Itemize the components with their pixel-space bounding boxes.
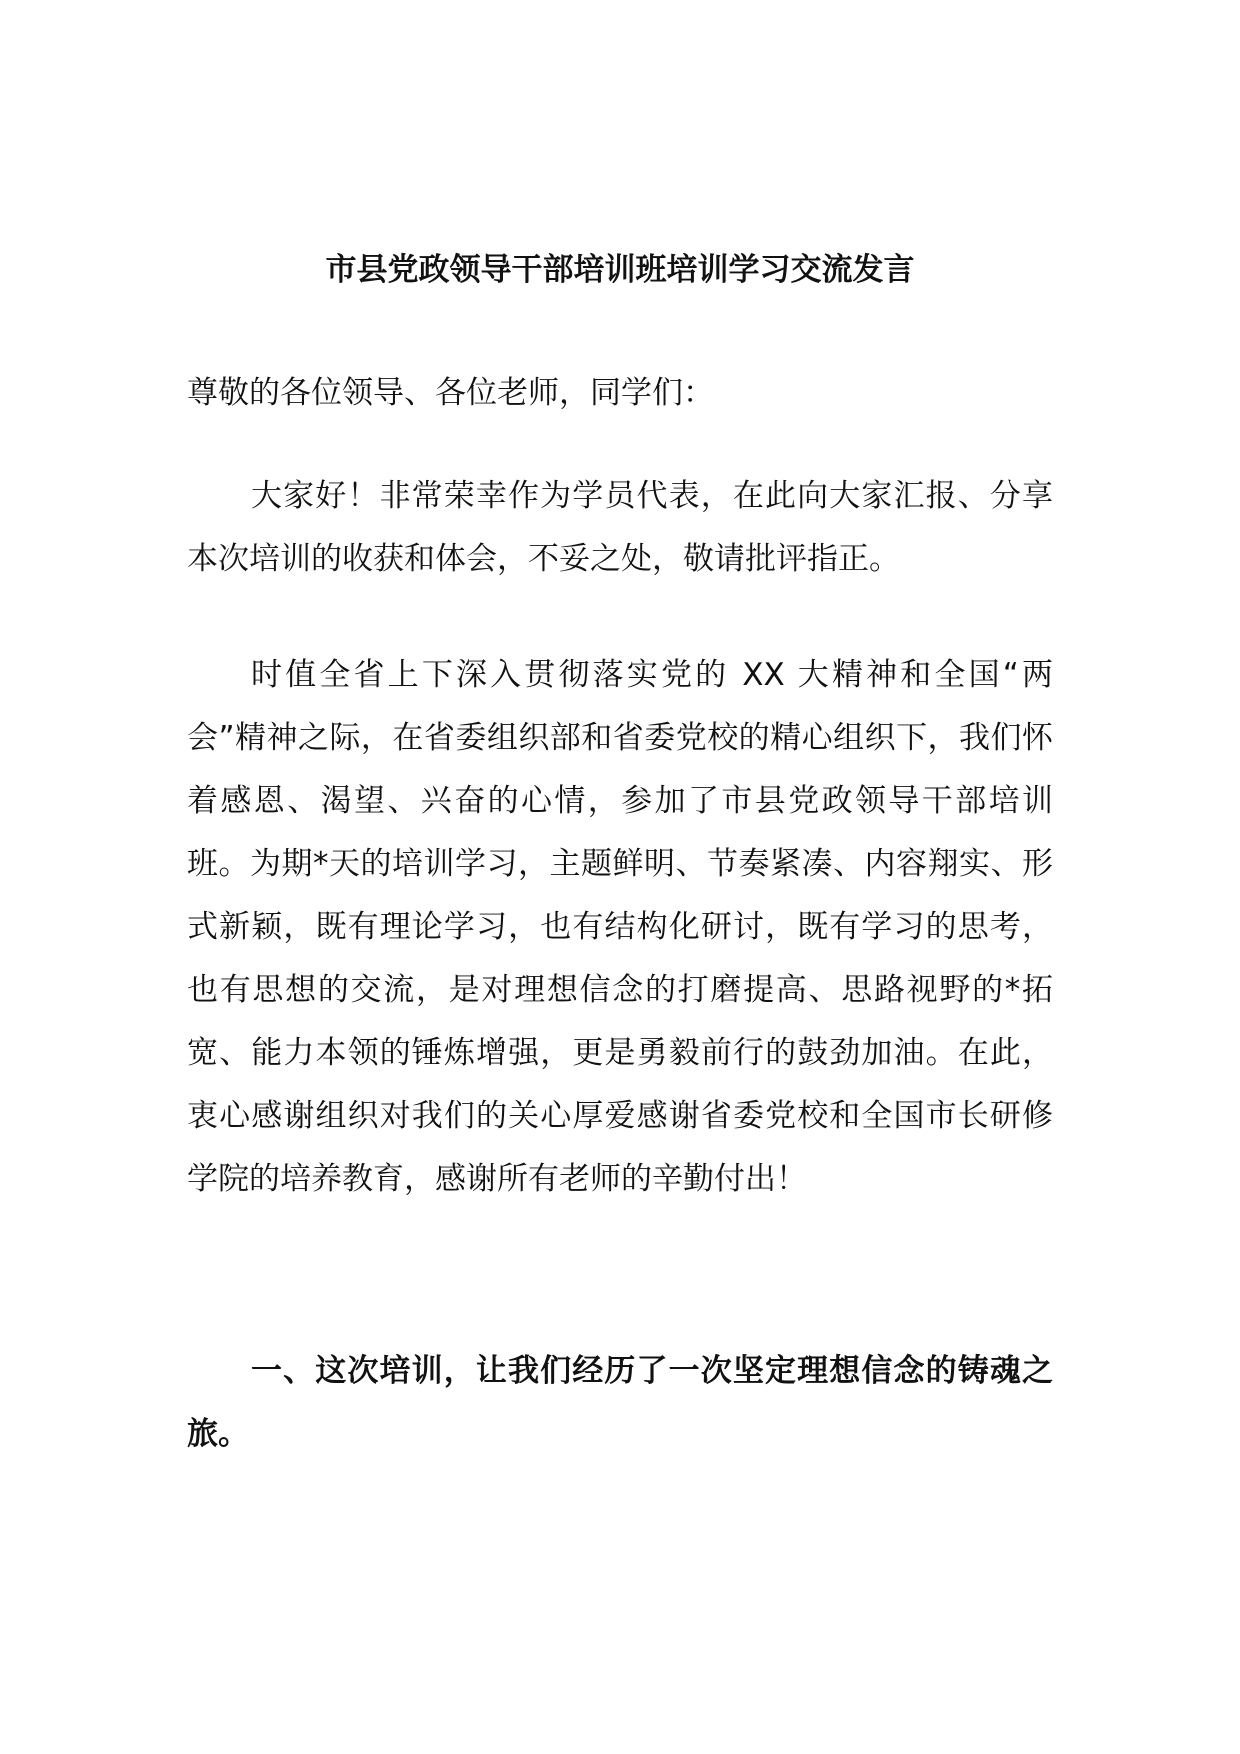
salutation: 尊敬的各位领导、各位老师，同学们： bbox=[187, 375, 714, 411]
paragraph-greeting: 大家好！非常荣幸作为学员代表，在此向大家汇报、分享本次培训的收获和体会，不妥之处，敬请批评指正。 bbox=[187, 478, 1053, 577]
section-heading-1: 一、这次培训，让我们经历了一次坚定理想信念的铸魂之旅。 bbox=[187, 1353, 1053, 1452]
paragraph-background: 时值全省上下深入贯彻落实党的 XX 大精神和全国“两会”精神之际，在省委组织部和省委党校的精心组织下，我们怀着感恩、渴望、兴奋的心情，参加了市县党政领导干部培训班。为期*天的培训学习，主题鲜明、节奏紧凑、内容翔实、形式新颖，既有理论学习，也有结构化研讨，既有学习的思考，也有思想的交流，是对理想信念的打磨提高、思路视野的*拓宽、能力本领的锤炼增强，更是勇毅前行的鼓劲加油。在此，衷心感谢组织对我们的关心厚爱感谢省委党校和全国市长研修学院的培养教育，感谢所有老师的辛勤付出！ bbox=[187, 657, 1053, 1197]
document-title: 市县党政领导干部培训班培训学习交流发言 bbox=[325, 252, 915, 288]
